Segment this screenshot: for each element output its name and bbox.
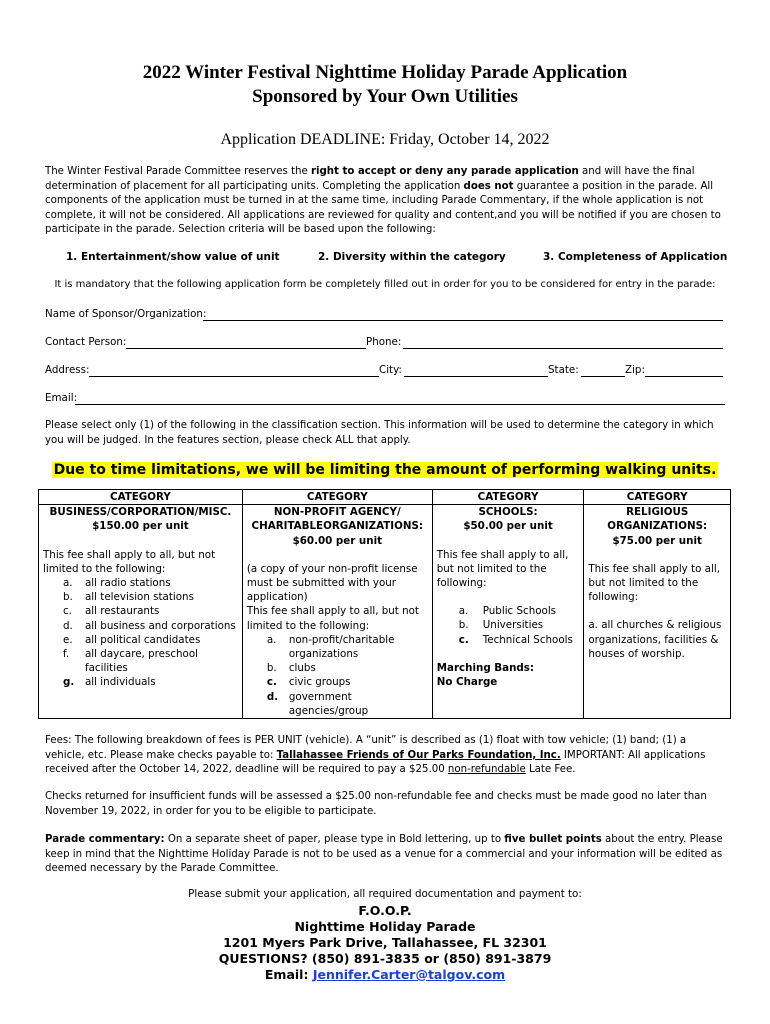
mandatory-text: It is mandatory that the following application form be completely filled out in order for you to be considered for entry in the parade: [54, 279, 716, 290]
religious-fee-text: This fee shall apply to all, but not limited to the following: [588, 562, 720, 604]
criterion-1: 1. Entertainment/show value of unit [66, 251, 280, 263]
category-header-row [39, 490, 731, 505]
commentary-label: Parade commentary: [45, 834, 165, 845]
list-item: d. government agencies/group [266, 690, 369, 717]
city-label: City: [379, 364, 402, 376]
submit-email-row [0, 965, 770, 984]
business-category-price: $150.00 per unit [92, 520, 189, 533]
list-item: f. all daycare, preschool facilities [63, 648, 198, 675]
email-link[interactable]: Jennifer.Carter@talgov.com [312, 967, 506, 982]
address-row [45, 363, 725, 379]
commentary-bold: five bullet points [504, 834, 602, 845]
commentary-paragraph [45, 833, 725, 877]
schools-fee-text: This fee shall apply to all, but not limited to the following: [436, 548, 569, 590]
intro-text-2: and will have the final determination of placement for all participating units. Completing the application [45, 166, 695, 192]
list-item: g. all individuals [63, 676, 156, 689]
state-label: State: [548, 364, 579, 376]
sponsor-label: Name of Sponsor/Organization: [45, 308, 207, 320]
intro-bold-1: right to accept or deny any parade application [310, 166, 579, 177]
nonprofit-list [247, 633, 428, 718]
religious-category-price: $75.00 per unit [612, 534, 702, 547]
phone-field[interactable] [403, 348, 723, 349]
time-limit-notice-text: Due to time limitations, we will be limiting the amount of performing walking units. [53, 462, 717, 478]
list-item: c. civic groups [266, 676, 351, 689]
commentary-text-2: about the entry. Please keep in mind that the Nighttime Holiday Parade is not to be used as a venue for a commercial and your information will be edited as deemed necessary by the Parade Committee. [45, 834, 723, 874]
page-title: 2022 Winter Festival Nighttime Holiday Parade Application [142, 62, 628, 83]
religious-category-name-1: RELIGIOUS [626, 506, 689, 519]
sponsor-row [45, 307, 725, 323]
category-body-row [39, 505, 731, 719]
deadline-text: Application DEADLINE: Friday, October 14, 2022 [220, 131, 550, 148]
category-business[interactable] [39, 505, 243, 719]
page-subtitle: Sponsored by Your Own Utilities [252, 86, 518, 107]
category-header-business: CATEGORY [39, 490, 243, 505]
fees-text-3: Late Fee. [525, 764, 576, 775]
sponsor-field[interactable] [203, 320, 723, 321]
category-religious[interactable] [584, 505, 731, 719]
submit-event: Nighttime Holiday Parade [294, 919, 476, 934]
business-fee-text: This fee shall apply to all, but not limited to the following: [43, 548, 216, 575]
list-item: a. non-profit/charitable organizations [266, 633, 395, 661]
criterion-3: 3. Completeness of Application [543, 251, 728, 263]
fees-text-1: Fees: The following breakdown of fees is PER UNIT (vehicle). A “unit” is described as (1) float with tow vehicle; (1) band; (1) a vehicle, etc. Please make checks payable to: [45, 735, 687, 761]
intro-text-3: guarantee a position in the parade. All components of the application must be turned in at the same time, including Parade Commentary, if the whole application is not complete, it will not be considered. All applications are reviewed for quality and content,and you will be notified if you are chosen to participate in the parade. Selection criteria will be based upon the following: [45, 180, 721, 235]
contact-field[interactable] [126, 348, 366, 349]
marching-bands-label: Marching Bands: [436, 661, 535, 674]
nonprofit-copy-text: (a copy of your non-profit license must be submitted with your application) [246, 562, 418, 604]
category-table [38, 489, 731, 719]
nonprofit-category-name-2: CHARITABLEORGANIZATIONS: [251, 520, 424, 533]
list-item: a. all radio stations [63, 577, 171, 590]
email-label: Email: [45, 392, 78, 404]
list-item: b. clubs [266, 662, 316, 675]
nonprofit-category-price: $60.00 per unit [292, 534, 383, 547]
address-label: Address: [45, 364, 90, 376]
schools-category-name: SCHOOLS: [478, 506, 538, 519]
nonprofit-category-name-1: NON-PROFIT AGENCY/ [273, 506, 401, 519]
religious-note: a. all churches & religious organizations, facilities & houses of worship. [588, 619, 722, 660]
list-item: c. all restaurants [63, 605, 160, 618]
category-header-religious: CATEGORY [584, 490, 731, 505]
category-schools[interactable] [432, 505, 584, 719]
submit-org: F.O.O.P. [358, 903, 412, 918]
non-refundable-text: non-refundable [447, 764, 526, 775]
submit-questions: QUESTIONS? (850) 891-3835 or (850) 891-3879 [218, 951, 552, 966]
submit-address: 1201 Myers Park Drive, Tallahassee, FL 32301 [223, 935, 547, 950]
nonprofit-fee-text: This fee shall apply to all, but not limited to the following: [246, 605, 419, 632]
commentary-text-1: On a separate sheet of paper, please type in Bold lettering, up to [164, 834, 505, 845]
list-item: b. all television stations [63, 591, 194, 604]
business-category-name: BUSINESS/CORPORATION/MISC. [49, 506, 232, 519]
intro-paragraph [45, 165, 725, 238]
state-field[interactable] [581, 376, 625, 377]
list-item: b. Universities [458, 619, 544, 632]
submit-intro: Please submit your application, all required documentation and payment to: [188, 888, 582, 900]
religious-category-name-2: ORGANIZATIONS: [607, 520, 708, 533]
intro-bold-2: does not [463, 180, 514, 192]
list-item: c. Technical Schools [458, 633, 573, 646]
payee-name: Tallahassee Friends of Our Parks Foundation, Inc. [276, 749, 561, 761]
phone-label: Phone: [366, 336, 402, 348]
marching-bands-price: No Charge [436, 676, 498, 689]
checks-paragraph: Checks returned for insufficient funds will be assessed a $25.00 non-refundable fee and checks must be made good no later than November 19, 2022, in order for you to be eligible to participate. [45, 791, 707, 817]
classification-note: Please select only (1) of the following in the classification section. This information will be used to determine the category in which you will be judged. In the features section, please check ALL that apply. [45, 420, 714, 446]
email-field[interactable] [75, 404, 725, 405]
intro-text-1: The Winter Festival Parade Committee reserves the [45, 166, 311, 177]
time-limit-notice [0, 460, 770, 480]
fees-text-2: IMPORTANT: All applications received after the October 14, 2022, deadline will be required to pay a $25.00 [45, 749, 706, 775]
category-nonprofit[interactable] [242, 505, 432, 719]
schools-category-price: $50.00 per unit [463, 520, 553, 533]
schools-list [437, 604, 580, 647]
city-field[interactable] [404, 376, 548, 377]
category-header-schools: CATEGORY [432, 490, 584, 505]
zip-field[interactable] [645, 376, 723, 377]
email-row [45, 391, 725, 407]
email-contact-label: Email: [264, 967, 313, 982]
zip-label: Zip: [625, 364, 645, 376]
fees-paragraph [45, 734, 725, 778]
list-item: a. Public Schools [458, 605, 557, 618]
business-list [43, 576, 238, 690]
list-item: d. all business and corporations [63, 619, 236, 632]
list-item: e. all political candidates [63, 633, 201, 646]
address-field[interactable] [89, 376, 379, 377]
criterion-2: 2. Diversity within the category [318, 251, 506, 263]
contact-row [45, 335, 725, 351]
contact-label: Contact Person: [45, 336, 127, 348]
category-header-nonprofit: CATEGORY [242, 490, 432, 505]
